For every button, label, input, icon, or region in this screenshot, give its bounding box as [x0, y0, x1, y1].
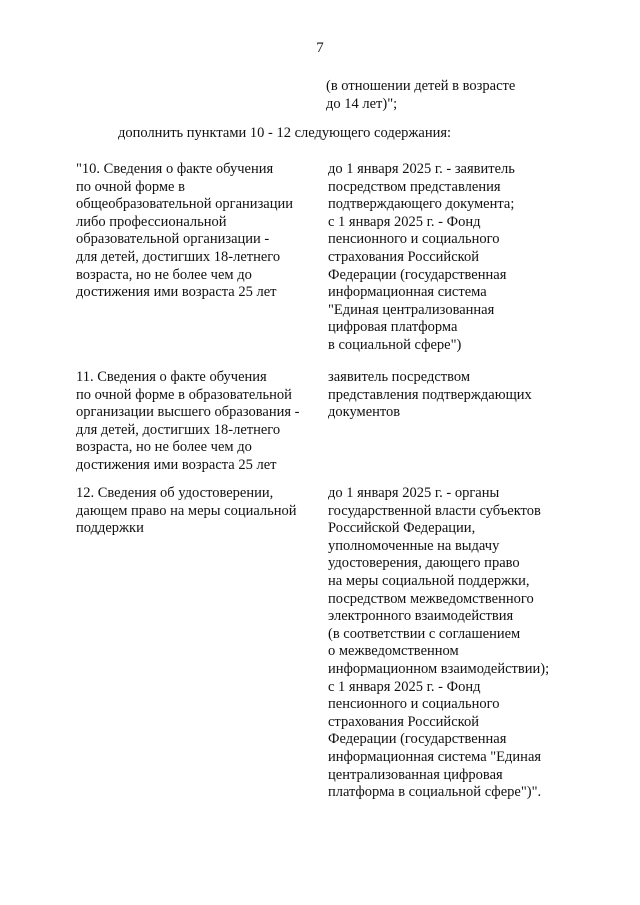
- text-line: Российской Федерации,: [328, 520, 476, 537]
- text-line: достижения ими возраста 25 лет: [76, 284, 277, 301]
- item-12-source: [328, 485, 588, 802]
- text-line: дополнить пунктами 10 - 12 следующего содержания:: [118, 125, 452, 141]
- text-line: документов: [328, 404, 401, 421]
- text-line: для детей, достигших 18-летнего: [76, 421, 281, 438]
- text-line: на меры социальной поддержки,: [328, 572, 530, 589]
- text-line: информационная система "Единая: [328, 748, 542, 765]
- text-line: до 1 января 2025 г. - органы: [328, 485, 500, 501]
- text-line: информационная система: [328, 284, 487, 301]
- item-12-description: [76, 485, 316, 538]
- item-11-description: [76, 369, 316, 475]
- text-line: информационном взаимодействии);: [328, 660, 550, 677]
- text-line: пенсионного и социального: [328, 696, 500, 713]
- text-line: посредством межведомственного: [328, 590, 534, 607]
- text-line: государственной власти субъектов: [328, 502, 541, 519]
- item-11-source: [328, 369, 588, 422]
- text-line: "10. Сведения о факте обучения: [76, 161, 274, 177]
- text-line: либо профессиональной: [76, 213, 227, 230]
- text-line: централизованная цифровая: [328, 766, 503, 783]
- text-line: подтверждающего документа;: [328, 196, 515, 213]
- text-line: Федерации (государственная: [328, 731, 507, 748]
- text-line: Федерации (государственная: [328, 266, 507, 283]
- text-line: организации высшего образования -: [76, 404, 300, 421]
- text-line: удостоверения, дающего право: [328, 555, 520, 572]
- text-line: с 1 января 2025 г. - Фонд: [328, 213, 481, 230]
- text-line: возраста, но не более чем до: [76, 266, 252, 283]
- text-line: достижения ими возраста 25 лет: [76, 456, 277, 473]
- text-line: 11. Сведения о факте обучения: [76, 369, 267, 385]
- text-line: страхования Российской: [328, 713, 479, 730]
- text-line: "Единая централизованная: [328, 301, 495, 318]
- text-line: до 14 лет)";: [326, 95, 398, 112]
- text-line: посредством представления: [328, 178, 501, 195]
- intro-paragraph: [118, 125, 451, 143]
- text-line: для детей, достигших 18-летнего: [76, 248, 281, 265]
- continuation-text: [326, 78, 515, 113]
- text-line: возраста, но не более чем до: [76, 439, 252, 456]
- text-line: по очной форме в: [76, 178, 185, 195]
- page-number: 7: [316, 40, 324, 56]
- text-line: представления подтверждающих: [328, 386, 532, 403]
- text-line: платформа в социальной сфере")".: [328, 784, 542, 801]
- text-line: образовательной организации -: [76, 231, 270, 248]
- text-line: страхования Российской: [328, 248, 479, 265]
- text-line: дающем право на меры социальной: [76, 502, 297, 519]
- item-10-description: [76, 161, 316, 302]
- text-line: 12. Сведения об удостоверении,: [76, 485, 274, 501]
- text-line: уполномоченные на выдачу: [328, 537, 500, 554]
- text-line: о межведомственном: [328, 643, 459, 660]
- item-10-source: [328, 161, 588, 355]
- text-line: (в соответствии с соглашением: [328, 625, 521, 642]
- text-line: до 1 января 2025 г. - заявитель: [328, 161, 515, 177]
- text-line: с 1 января 2025 г. - Фонд: [328, 678, 481, 695]
- text-line: электронного взаимодействия: [328, 608, 514, 625]
- text-line: пенсионного и социального: [328, 231, 500, 248]
- text-line: заявитель посредством: [328, 369, 471, 385]
- text-line: (в отношении детей в возрасте: [326, 78, 516, 94]
- text-line: в социальной сфере"): [328, 336, 462, 353]
- text-line: по очной форме в образовательной: [76, 386, 292, 403]
- text-line: общеобразовательной организации: [76, 196, 294, 213]
- text-line: цифровая платформа: [328, 319, 458, 336]
- text-line: поддержки: [76, 520, 144, 537]
